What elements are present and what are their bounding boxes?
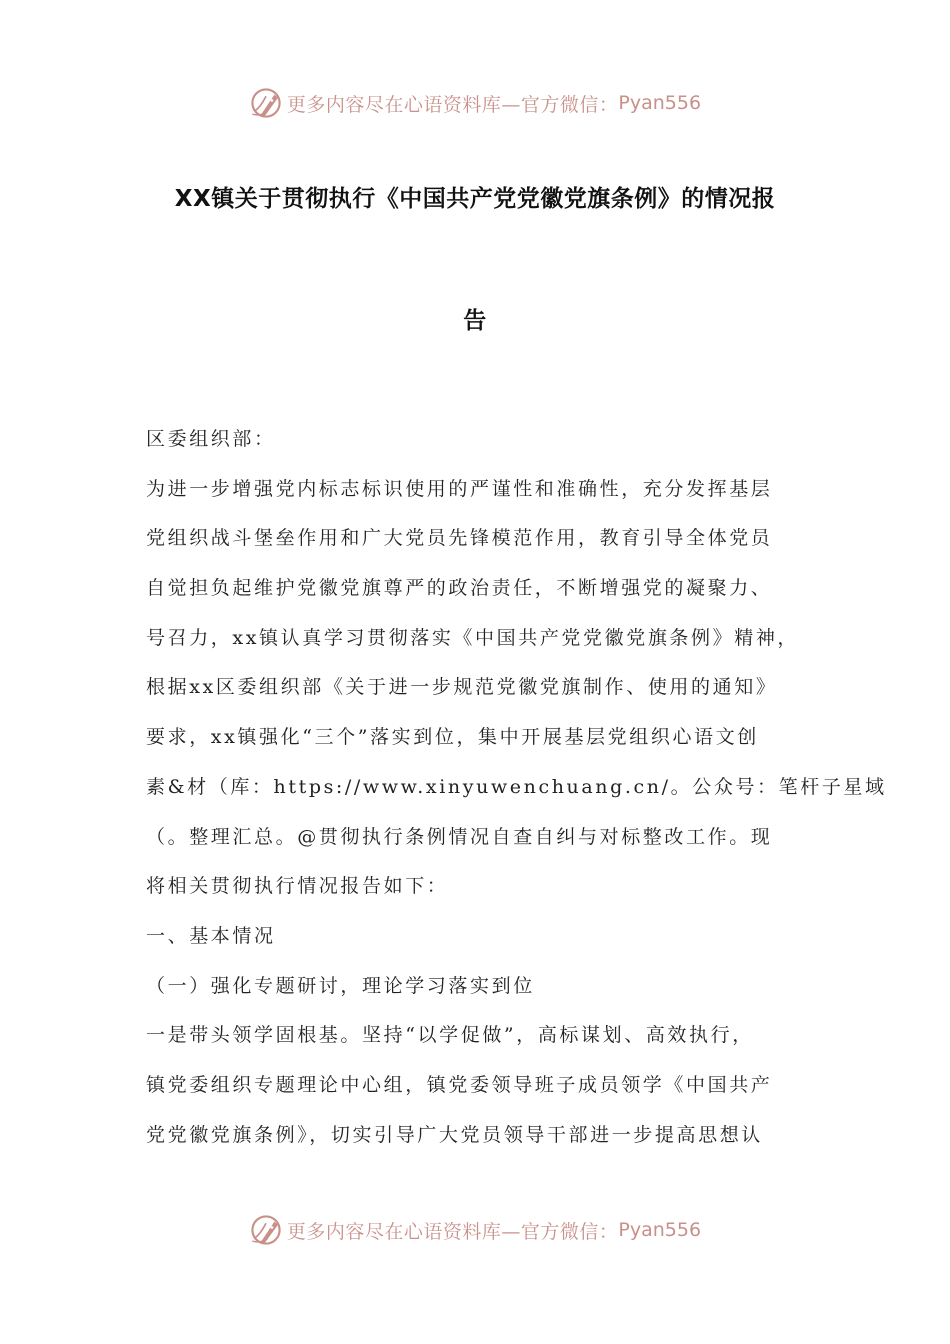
paragraph-line: 党党徽党旗条例》，切实引导广大党员领导干部进一步提高思想认 [146,1123,763,1146]
paragraph-line: 党组织战斗堡垒作用和广大党员先锋模范作用，教育引导全体党员 [146,527,773,550]
pen-nib-logo-icon [249,86,283,120]
paragraph-line: 要求，xx镇强化“三个”落实到位，集中开展基层党组织心语文创 [146,726,759,749]
watermark-wechat-id: Pyan556 [618,1219,702,1241]
paragraph-line: 为进一步增强党内标志标识使用的严谨性和准确性，充分发挥基层 [146,477,773,500]
pen-nib-logo-icon [249,1213,283,1247]
paragraph-line: 将相关贯彻执行情况报告如下： [146,875,449,898]
document-title-line-1: XX镇关于贯彻执行《中国共产党党徽党旗条例》的情况报 [174,186,776,212]
salutation: 区委组织部： [146,428,276,450]
paragraph-line: 自觉担负起维护党徽党旗尊严的政治责任，不断增强党的凝聚力、 [146,577,773,600]
document-body [146,415,887,1160]
paragraph-line: 根据xx区委组织部《关于进一步规范党徽党旗制作、使用的通知》 [146,676,778,699]
header-watermark [0,83,950,123]
subsection-heading: （一）强化专题研讨，理论学习落实到位 [146,974,535,997]
paragraph-line: （。整理汇总。@贯彻执行条例情况自查自纠与对标整改工作。现 [146,825,773,848]
footer-watermark [0,1210,950,1250]
paragraph-line: 镇党委组织专题理论中心组，镇党委领导班子成员领学《中国共产 [146,1073,773,1096]
watermark-text: 更多内容尽在心语资料库—官方微信： [286,93,619,116]
paragraph-line: 素&材（库：https://www.xinyuwenchuang.cn/。公众号：笔杆子星域 [146,775,887,798]
section-heading: 一、基本情况 [146,924,276,947]
watermark-wechat-id: Pyan556 [618,92,702,114]
document-title-line-2: 告 [463,308,487,334]
watermark-text: 更多内容尽在心语资料库—官方微信： [286,1220,619,1243]
paragraph-line: 号召力，xx镇认真学习贯彻落实《中国共产党党徽党旗条例》精神， [146,626,800,649]
paragraph-line: 一是带头领学固根基。坚持“以学促做”，高标谋划、高效执行， [146,1024,754,1047]
